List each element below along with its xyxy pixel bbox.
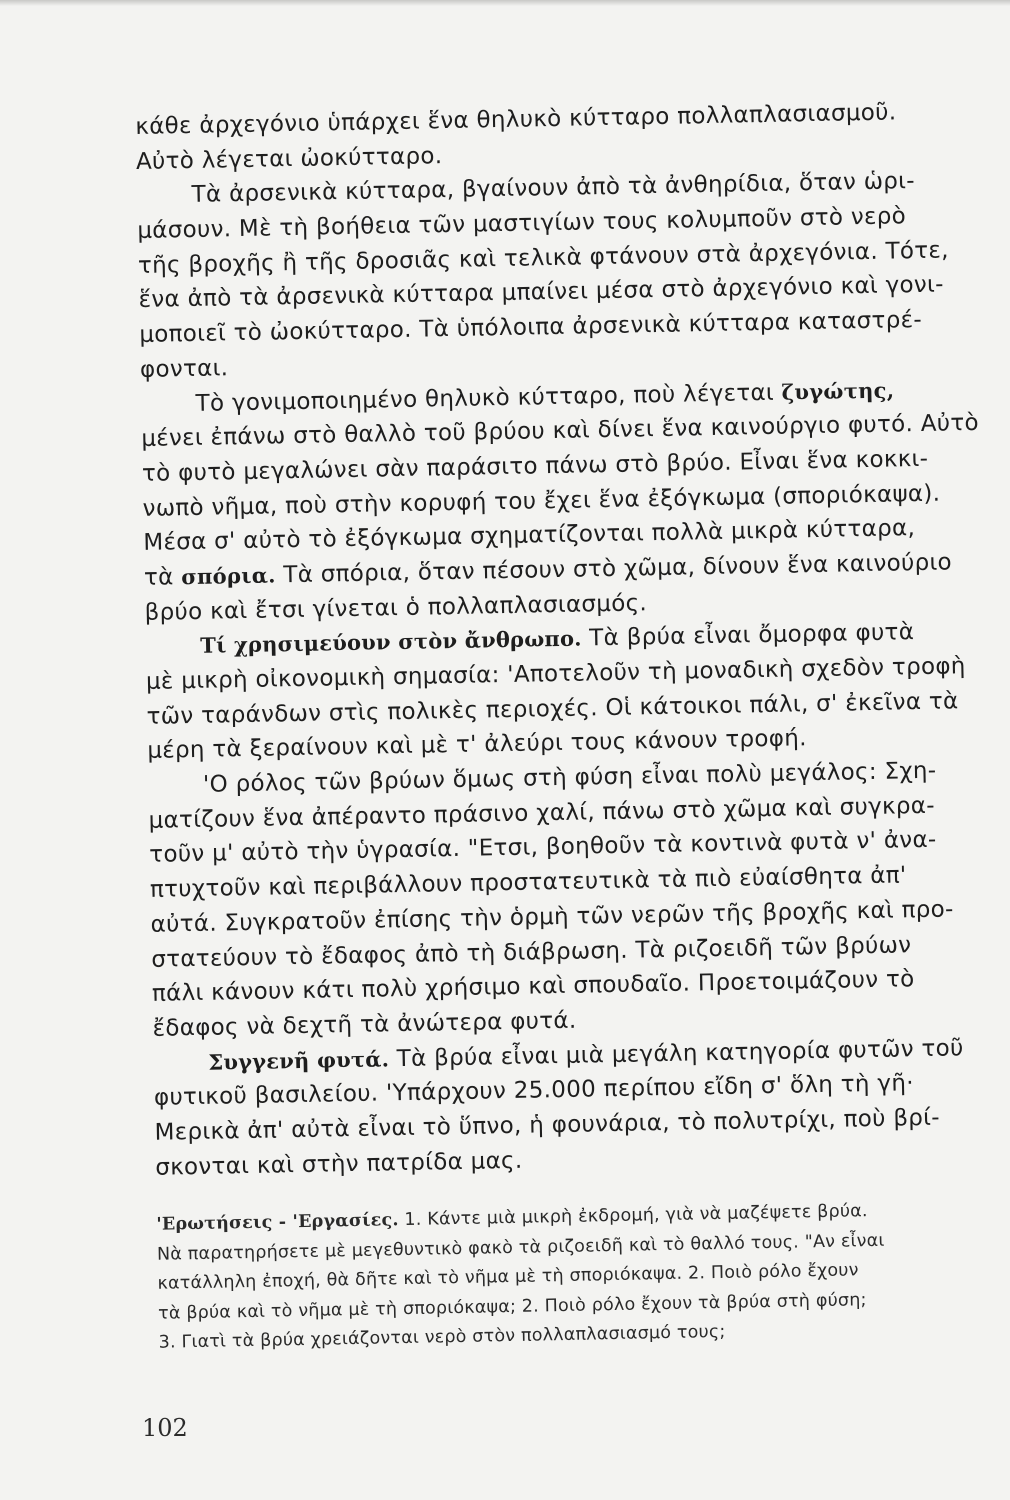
page-top-edge <box>0 0 1010 6</box>
term-spores: σπόρια. <box>180 562 276 590</box>
page-number: 102 <box>142 1414 188 1442</box>
questions-heading: 'Ερωτήσεις - 'Εργασίες. <box>156 1210 399 1236</box>
text-line: μὲ μικρὴ οἰκονομικὴ σημασία: 'Αποτελοῦν τὴ μοναδικὴ σχεδὸν τροφὴ <box>145 653 966 695</box>
text-run: Τὰ βρύα εἶναι ὄμορφα φυτὰ <box>581 619 915 652</box>
text-line: ἔδαφος νὰ δεχτῆ τὰ ἀνώτερα φυτά. <box>152 1007 577 1042</box>
questions-block <box>156 1195 1004 1359</box>
text-line: ἕνα ἀπὸ τὰ ἀρσενικὰ κύτταρα μπαίνει μέσα στὸ ἀρχεγόνιο καὶ γονι- <box>138 271 944 314</box>
text-line: τὸ φυτὸ μεγαλώνει σὰν παράσιτο πάνω στὸ βρύο. Εἶναι ἕνα κοκκι- <box>141 445 929 487</box>
text-line: Μερικὰ ἀπ' αὐτὰ εἶναι τὸ ὕπνο, ἡ φουνάρια, τὸ πολυτρίχι, ποὺ βρί- <box>154 1104 941 1146</box>
question-line: τὰ βρύα καὶ τὸ νῆμα μὲ τὴ σποριόκαψα; 2. Ποιὸ ρόλο ἔχουν τὰ βρύα στὴ φύση; <box>157 1289 867 1324</box>
text-run: Τὰ βρύα εἶναι μιὰ μεγάλη κατηγορία φυτῶν τοῦ <box>388 1034 964 1072</box>
text-line: βρύο καὶ ἔτσι γίνεται ὁ πολλαπλασιασμός. <box>144 589 648 626</box>
text-line: πτυχτοῦν καὶ περιβάλλουν προστατευτικὰ τὰ πιὸ εὐαίσθητα ἀπ' <box>149 862 907 903</box>
text-line: φυτικοῦ βασιλείου. 'Υπάρχουν 25.000 περίπου εἴδη σ' ὅλη τὴ γῆ· <box>153 1070 915 1112</box>
term-zygote: ζυγώτης, <box>781 376 895 405</box>
text-line: τοῦν μ' αὐτὸ τὴν ὑγρασία. "Ετσι, βοηθοῦν τὰ κοντινὰ φυτὰ ν' ἀνα- <box>149 827 937 869</box>
text-line: νωπὸ νῆμα, ποὺ στὴν κορυφή του ἔχει ἕνα ἐξόγκωμα (σποριόκαψα). <box>142 480 941 522</box>
text-line: αὐτά. Συγκρατοῦν ἐπίσης τὴν ὁρμὴ τῶν νερῶν τῆς βροχῆς καὶ προ- <box>150 896 954 938</box>
text-line: μέρη τὰ ξεραίνουν καὶ μὲ τ' ἀλεύρι τους κάνουν τροφή. <box>147 725 808 765</box>
text-line: ματίζουν ἕνα ἀπέραντο πράσινο χαλί, πάνω στὸ χῶμα καὶ συγκρα- <box>148 792 936 834</box>
question-line: Νὰ παρατηρήσετε μὲ μεγεθυντικὸ φακὸ τὰ ριζοειδῆ καὶ τὸ θαλλό τους. "Αν εἶναι <box>156 1230 885 1265</box>
text-line: τῶν ταράνδων στὶς πολικὲς περιοχές. Οἱ κάτοικοι πάλι, σ' ἐκεῖνα τὰ <box>146 687 959 730</box>
section-heading: Συγγενῆ φυτά. <box>208 1045 390 1075</box>
text-line: στατεύουν τὸ ἔδαφος ἀπὸ τὴ διάβρωση. Τὰ ριζοειδῆ τῶν βρύων <box>151 931 912 973</box>
text-line: τῆς βροχῆς ἢ τῆς δροσιᾶς καὶ τελικὰ φτάνουν στὰ ἀρχεγόνια. Τότε, <box>137 237 950 279</box>
question-line: 3. Γιατὶ τὰ βρύα χρειάζονται νερὸ στὸν πολλαπλασιασμό τους; <box>158 1322 726 1354</box>
text-line: Μέσα σ' αὐτὸ τὸ ἐξόγκωμα σχηματίζονται πολλὰ μικρὰ κύτταρα, <box>143 515 916 557</box>
text-line: μάσουν. Μὲ τὴ βοήθεια τῶν μαστιγίων τους κολυμποῦν στὸ νερὸ <box>137 203 907 245</box>
text-line: μοποιεῖ τὸ ὠοκύτταρο. Τὰ ὑπόλοιπα ἀρσενικὰ κύτταρα καταστρέ- <box>139 307 923 349</box>
text-run: Τὸ γονιμοποιημένο θηλυκὸ κύτταρο, ποὺ λέγεται <box>195 379 782 417</box>
question-line: κατάλληλη ἐποχή, θὰ δῆτε καὶ τὸ νῆμα μὲ τὴ σποριόκαψα. 2. Ποιὸ ρόλο ἔχουν <box>157 1260 859 1295</box>
text-run: Τὰ σπόρια, ὅταν πέσουν στὸ χῶμα, δίνουν ἕνα καινούριο <box>275 549 953 589</box>
text-line: πάλι κάνουν κάτι πολὺ χρήσιμο καὶ σπουδαῖο. Προετοιμάζουν τὸ <box>151 966 915 1008</box>
section-heading: Τί χρησιμεύουν στὸν ἄνθρωπο. <box>200 625 582 659</box>
text-run: τὰ <box>143 564 182 591</box>
text-line: 'Ο ρόλος τῶν βρύων ὅμως στὴ φύση εἶναι πολὺ μεγάλος: Σχη- <box>202 757 937 798</box>
text-line: μένει ἐπάνω στὸ θαλλὸ τοῦ βρύου καὶ δίνει ἕνα καινούργιο φυτό. Αὐτὸ <box>141 410 980 453</box>
text-line: Τὰ ἀρσενικὰ κύτταρα, βγαίνουν ἀπὸ τὰ ἀνθηρίδια, ὅταν ὡρι- <box>191 168 916 209</box>
document-body <box>135 94 1004 1359</box>
text-run: 1. Κάντε μιὰ μικρὴ ἐκδρομή, γιὰ νὰ μαζέψετε βρύα. <box>398 1201 868 1231</box>
text-line: φονται. <box>139 355 229 383</box>
text-line: κάθε ἀρχεγόνιο ὑπάρχει ἕνα θηλυκὸ κύτταρο πολλαπλασιασμοῦ. <box>135 99 897 140</box>
text-line: σκονται καὶ στὴν πατρίδα μας. <box>155 1147 523 1181</box>
text-line: Αὐτὸ λέγεται ὠοκύτταρο. <box>135 142 443 175</box>
